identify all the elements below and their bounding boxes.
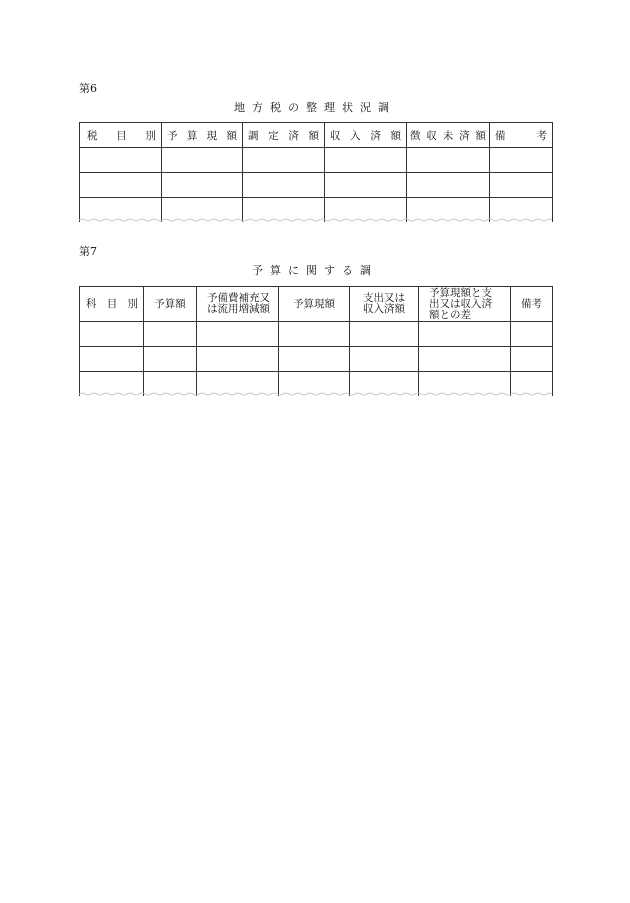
table-cell[interactable]	[350, 347, 419, 372]
table-header-row	[80, 123, 553, 148]
table-cell[interactable]	[80, 173, 162, 198]
local-tax-status-table	[79, 122, 553, 222]
table-row	[80, 322, 553, 347]
table-cell[interactable]	[144, 347, 197, 372]
table-row	[80, 173, 553, 198]
table-cell[interactable]	[279, 347, 350, 372]
section-7-title: 予算に関する調	[252, 264, 378, 277]
header-remarks: 備考	[490, 123, 553, 148]
table-cell[interactable]	[80, 322, 144, 347]
header-current-budget: 予算現額	[162, 123, 243, 148]
table-break-line	[79, 218, 552, 223]
header-budget-amount: 予算額	[144, 287, 197, 322]
header-uncollected-amount: 徴収未済額	[407, 123, 490, 148]
table-cell[interactable]	[350, 322, 419, 347]
header-assessed-amount: 調定済額	[243, 123, 325, 148]
table-cell[interactable]	[511, 322, 553, 347]
header-current-budget: 予算現額	[279, 287, 350, 322]
table-cell[interactable]	[243, 148, 325, 173]
table-cell[interactable]	[279, 322, 350, 347]
header-budget-difference: 予算現額と支出又は収入済額との差	[419, 287, 511, 322]
section-7-label: 第7	[79, 245, 97, 258]
header-tax-category: 税目別	[80, 123, 162, 148]
section-6-label: 第6	[79, 82, 97, 95]
table-cell[interactable]	[325, 173, 407, 198]
table-row	[80, 148, 553, 173]
section-6-title: 地方税の整理状況調	[234, 101, 396, 114]
header-expenditure-or-receipt: 支出又は収入済額	[350, 287, 419, 322]
budget-status-table	[79, 286, 553, 396]
table-cell[interactable]	[419, 347, 511, 372]
table-cell[interactable]	[80, 148, 162, 173]
header-received-amount: 収入済額	[325, 123, 407, 148]
table-cell[interactable]	[407, 148, 490, 173]
table-break-line	[79, 392, 552, 397]
table-row	[80, 347, 553, 372]
table-cell[interactable]	[490, 173, 553, 198]
table-cell[interactable]	[243, 173, 325, 198]
table-cell[interactable]	[490, 148, 553, 173]
table-cell[interactable]	[162, 148, 243, 173]
table-cell[interactable]	[162, 173, 243, 198]
header-reserve-adjustment: 予備費補充又は流用増減額	[197, 287, 279, 322]
table-cell[interactable]	[419, 322, 511, 347]
table-cell[interactable]	[144, 322, 197, 347]
table-cell[interactable]	[80, 347, 144, 372]
table-cell[interactable]	[407, 173, 490, 198]
table-cell[interactable]	[511, 347, 553, 372]
table-cell[interactable]	[197, 322, 279, 347]
header-remarks: 備考	[511, 287, 553, 322]
table-header-row	[80, 287, 553, 322]
table-cell[interactable]	[197, 347, 279, 372]
table-cell[interactable]	[325, 148, 407, 173]
header-account-category: 科目別	[80, 287, 144, 322]
